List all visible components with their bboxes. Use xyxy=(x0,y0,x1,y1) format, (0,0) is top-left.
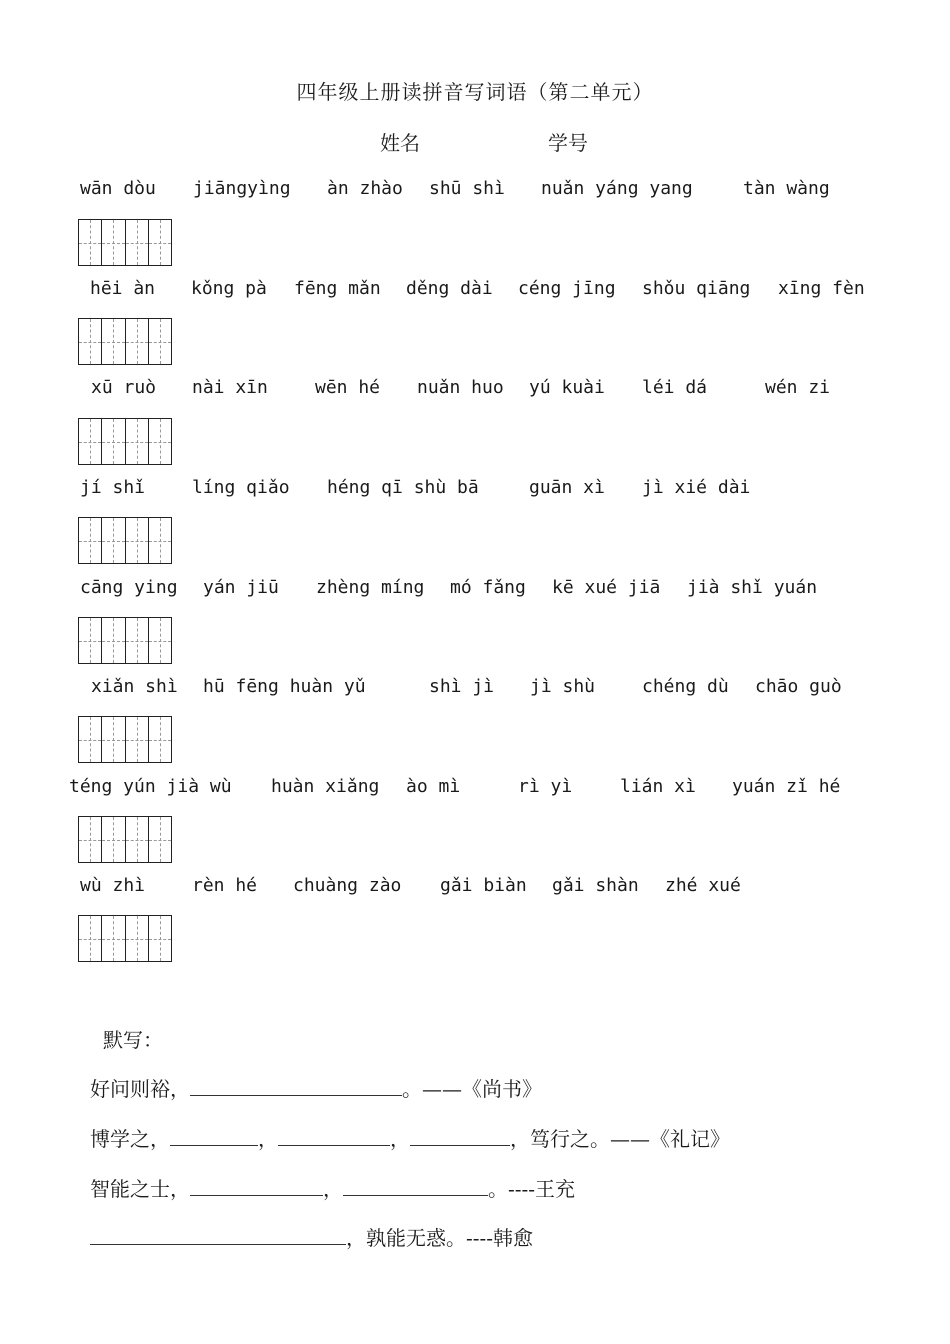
pinyin-word: wù zhì xyxy=(80,875,146,896)
pinyin-word: zhé xué xyxy=(665,875,741,896)
pinyin-word: lián xì xyxy=(620,776,696,797)
dictation-source: ----韩愈 xyxy=(466,1226,534,1250)
writing-grid[interactable] xyxy=(78,617,172,664)
pinyin-word: xiǎn shì xyxy=(91,676,178,697)
dictation-text: 。 xyxy=(402,1077,422,1101)
pinyin-word: mó fǎng xyxy=(450,577,526,598)
pinyin-word: shǒu qiāng xyxy=(642,278,751,299)
pinyin-word: héng qī shù bā xyxy=(327,477,479,498)
pinyin-word: shì jì xyxy=(429,676,495,697)
pinyin-word: wān dòu xyxy=(80,178,156,199)
pinyin-word: zhèng míng xyxy=(316,577,425,598)
writing-grid[interactable] xyxy=(78,318,172,365)
pinyin-row xyxy=(0,278,950,302)
dictation-text: 好问则裕， xyxy=(90,1077,190,1101)
pinyin-row xyxy=(0,477,950,501)
dictation-text: ，孰能无惑。 xyxy=(346,1226,466,1250)
pinyin-word: kē xué jiā xyxy=(552,577,661,598)
pinyin-word: jià shǐ yuán xyxy=(687,577,818,598)
dictation-source: ----王充 xyxy=(508,1177,576,1201)
pinyin-word: jì xié dài xyxy=(642,477,751,498)
writing-grid[interactable] xyxy=(78,915,172,962)
dictation-text: 。 xyxy=(488,1177,508,1201)
pinyin-word: léi dá xyxy=(642,377,708,398)
answer-blank[interactable] xyxy=(190,1177,323,1196)
pinyin-word: guān xì xyxy=(529,477,605,498)
pinyin-word: gǎi shàn xyxy=(552,875,639,896)
pinyin-word: xīng fèn xyxy=(778,278,865,299)
pinyin-word: hēi àn xyxy=(90,278,156,299)
dictation-line xyxy=(90,1073,542,1102)
pinyin-word: líng qiǎo xyxy=(192,477,290,498)
student-id-label: 学号 xyxy=(548,131,588,155)
writing-grid[interactable] xyxy=(78,418,172,465)
pinyin-word: gǎi biàn xyxy=(440,875,527,896)
pinyin-word: kǒng pà xyxy=(191,278,267,299)
dictation-line xyxy=(90,1222,533,1251)
pinyin-word: huàn xiǎng xyxy=(271,776,380,797)
answer-blank[interactable] xyxy=(410,1127,510,1146)
pinyin-word: cāng ying xyxy=(80,577,178,598)
pinyin-row xyxy=(0,776,950,800)
pinyin-row xyxy=(0,377,950,401)
dictation-text: ， xyxy=(323,1177,343,1201)
pinyin-word: děng dài xyxy=(406,278,493,299)
dictation-text: 智能之士， xyxy=(90,1177,190,1201)
pinyin-word: ào mì xyxy=(406,776,461,797)
pinyin-word: yuán zǐ hé xyxy=(732,776,841,797)
pinyin-word: wén zi xyxy=(765,377,831,398)
dictation-line xyxy=(90,1123,730,1152)
pinyin-word: céng jīng xyxy=(518,278,616,299)
pinyin-word: nuǎn yáng yang xyxy=(541,178,693,199)
pinyin-word: chāo guò xyxy=(755,676,842,697)
answer-blank[interactable] xyxy=(190,1077,402,1096)
pinyin-row xyxy=(0,676,950,700)
dictation-line xyxy=(90,1173,575,1202)
pinyin-word: nuǎn huo xyxy=(417,377,504,398)
pinyin-row xyxy=(0,178,950,202)
dictation-source: ——《礼记》 xyxy=(610,1127,730,1151)
pinyin-word: àn zhào xyxy=(327,178,403,199)
pinyin-word: tàn wàng xyxy=(743,178,830,199)
pinyin-word: jiāngyìng xyxy=(193,178,291,199)
pinyin-row xyxy=(0,577,950,601)
pinyin-word: xū ruò xyxy=(91,377,157,398)
writing-grid[interactable] xyxy=(78,716,172,763)
dictation-text: 博学之， xyxy=(90,1127,170,1151)
pinyin-word: yán jiū xyxy=(203,577,279,598)
writing-grid[interactable] xyxy=(78,219,172,266)
dictation-source: ——《尚书》 xyxy=(422,1077,542,1101)
name-label: 姓名 xyxy=(380,131,420,155)
pinyin-word: yú kuài xyxy=(529,377,605,398)
dictation-text: ， xyxy=(390,1127,410,1151)
answer-blank[interactable] xyxy=(278,1127,390,1146)
answer-blank[interactable] xyxy=(343,1177,488,1196)
answer-blank[interactable] xyxy=(90,1226,346,1245)
pinyin-word: shū shì xyxy=(429,178,505,199)
pinyin-word: wēn hé xyxy=(315,377,381,398)
pinyin-word: chéng dù xyxy=(642,676,729,697)
writing-grid[interactable] xyxy=(78,816,172,863)
pinyin-word: rì yì xyxy=(518,776,573,797)
pinyin-word: rèn hé xyxy=(192,875,258,896)
pinyin-word: chuàng zào xyxy=(293,875,402,896)
pinyin-word: téng yún jià wù xyxy=(69,776,232,797)
pinyin-word: fēng mǎn xyxy=(294,278,381,299)
answer-blank[interactable] xyxy=(170,1127,258,1146)
dictation-heading: 默写： xyxy=(103,1028,163,1052)
writing-grid[interactable] xyxy=(78,517,172,564)
worksheet-title: 四年级上册读拼音写词语（第二单元） xyxy=(296,80,654,104)
pinyin-row xyxy=(0,875,950,899)
dictation-text: ， xyxy=(258,1127,278,1151)
dictation-text: ，笃行之。 xyxy=(510,1127,610,1151)
pinyin-word: hū fēng huàn yǔ xyxy=(203,676,366,697)
pinyin-word: jì shù xyxy=(530,676,596,697)
pinyin-word: jí shǐ xyxy=(80,477,146,498)
pinyin-word: nài xīn xyxy=(192,377,268,398)
